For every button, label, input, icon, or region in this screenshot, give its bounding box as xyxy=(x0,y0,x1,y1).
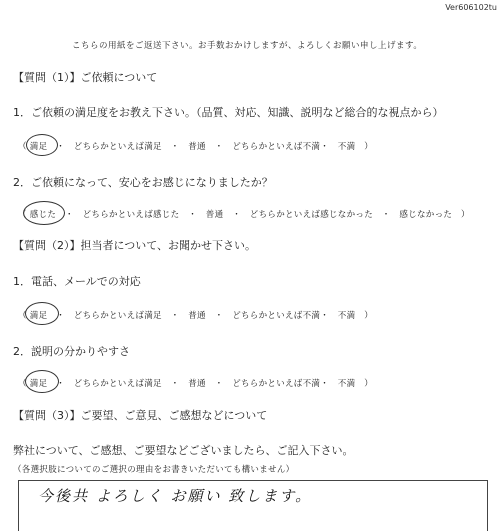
answer-circle xyxy=(23,201,65,225)
q3-text: 弊社について、ご感想、ご要望などございましたら、ご記入下さい。 xyxy=(13,444,354,457)
q1-title: 【質問（1）】ご依頼について xyxy=(13,71,158,84)
q1-2-question: 2．ご依頼になって、安心をお感じになりましたか？ xyxy=(13,176,273,189)
q2-2-options: （ 満足 ・ どちらかといえば満足 ・ 普通 ・ どちらかといえば不満・ 不満 ） xyxy=(18,379,374,389)
intro-text: こちらの用紙をご返送下さい。お手数おかけしますが、よろしくお願い申し上げます。 xyxy=(72,41,423,51)
handwritten-comment: 今後共 よろしく お願い 致します。 xyxy=(38,487,313,505)
q2-2-question: 2．説明の分かりやすさ xyxy=(13,345,130,358)
q2-1-question: 1．電話、メールでの対応 xyxy=(13,275,141,288)
version-code: Ver606102tu xyxy=(445,3,497,12)
answer-circle xyxy=(26,134,58,156)
q3-note: （各選択肢についてのご選択の理由をお書きいただいても構いません） xyxy=(13,465,295,475)
q2-title: 【質問（2）】担当者について、お聞かせ下さい。 xyxy=(13,239,257,252)
q1-2-options: （ 感じた ・ どちらかといえば感じた ・ 普通 ・ どちらかといえば感じなかった ・ 感じなかった ） xyxy=(18,210,470,220)
answer-circle xyxy=(25,370,59,393)
q2-1-options: （ 満足 ・ どちらかといえば満足 ・ 普通 ・ どちらかといえば不満・ 不満 ） xyxy=(18,311,374,321)
q1-1-options: （ 満足 ・ どちらかといえば満足 ・ 普通 ・ どちらかといえば不満・ 不満 ） xyxy=(18,142,374,152)
q1-1-question: 1．ご依頼の満足度をお教え下さい。（品質、対応、知識、説明など総合的な視点から） xyxy=(13,106,444,119)
q3-title: 【質問（3）】ご要望、ご意見、ご感想などについて xyxy=(13,409,268,422)
answer-circle xyxy=(25,302,59,325)
